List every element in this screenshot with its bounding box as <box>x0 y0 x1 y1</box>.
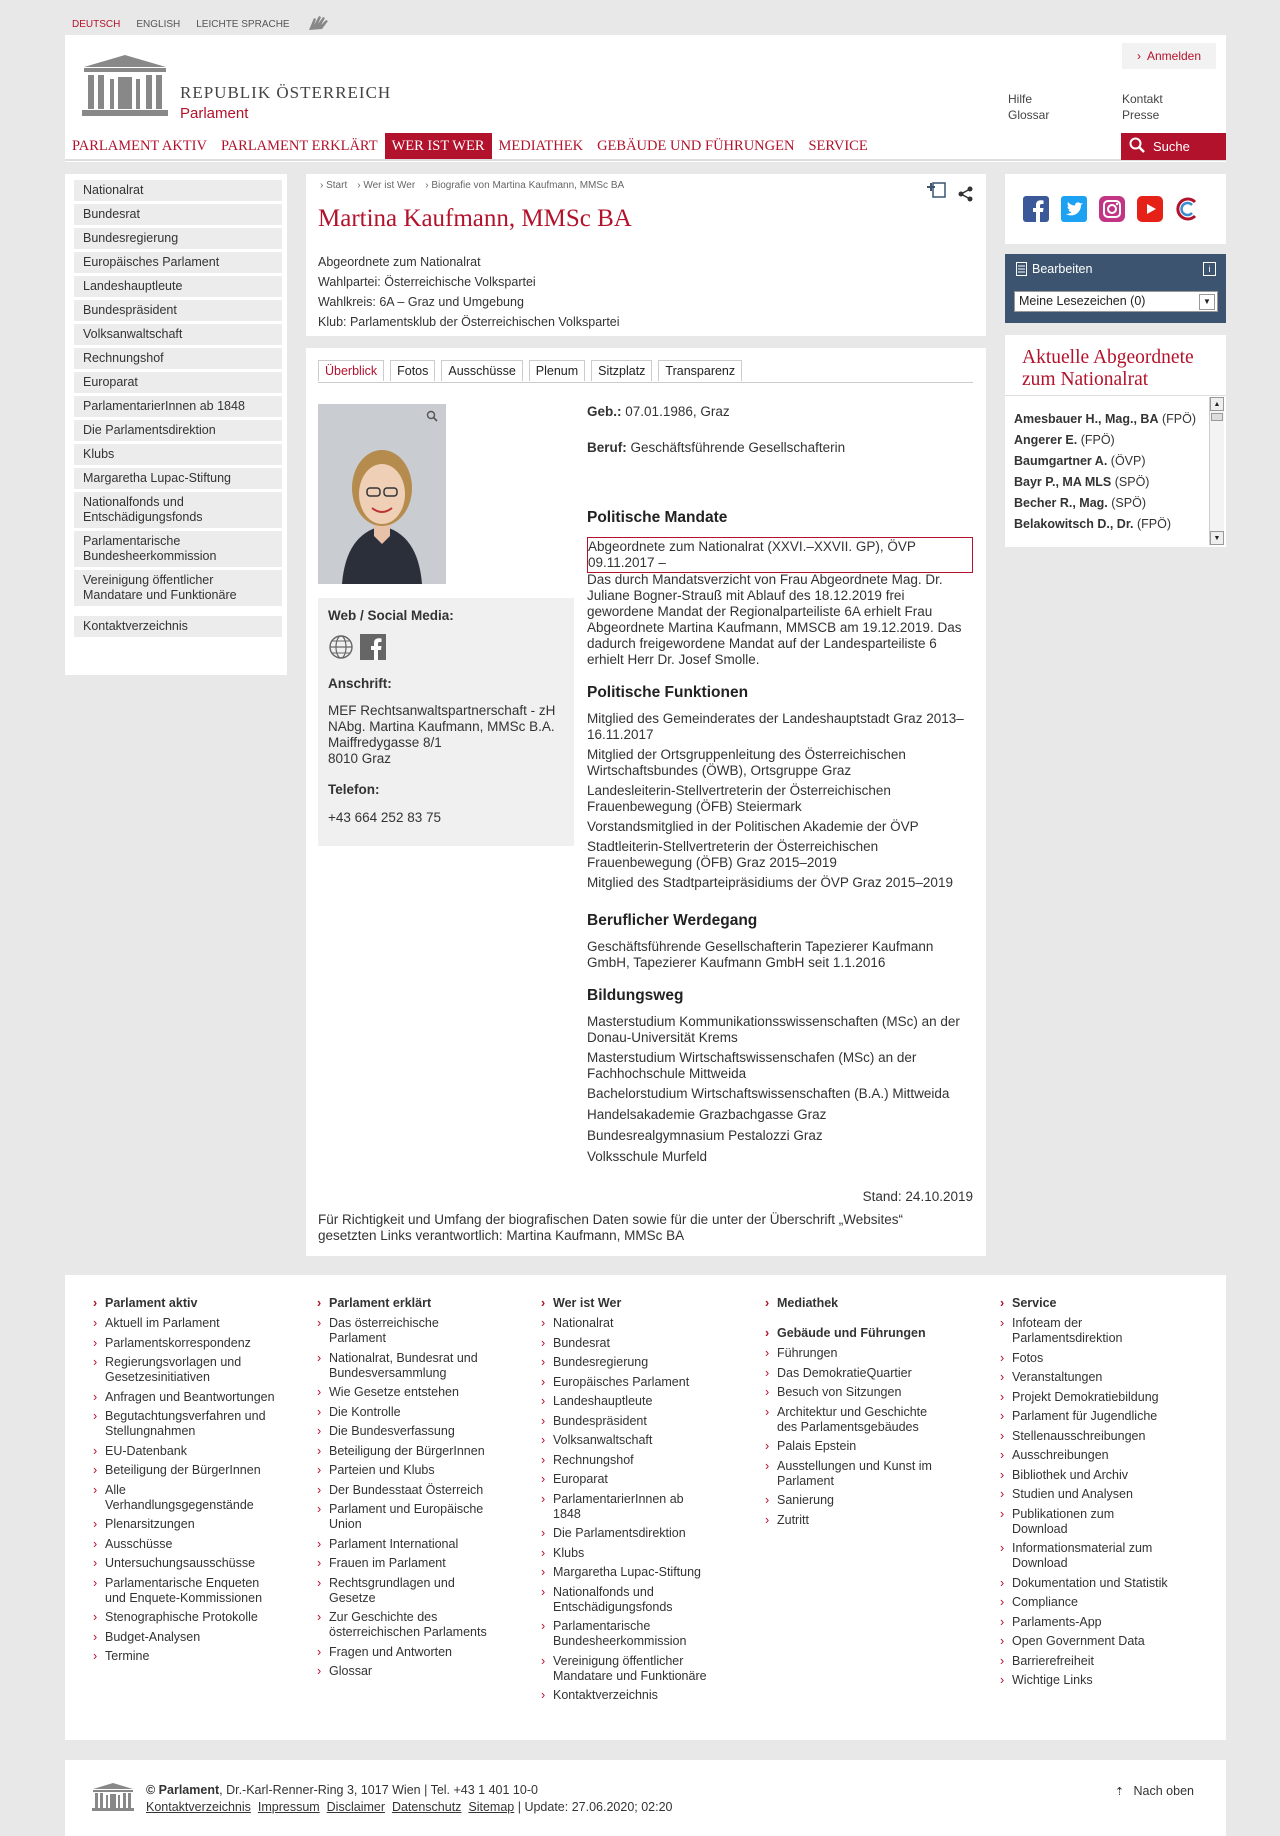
sidebar-item-europarat[interactable]: Europarat <box>74 372 282 393</box>
footer-link[interactable]: › Vereinigung öffentlicher Mandatare und Funktionäre <box>541 1654 716 1684</box>
job-value: Geschäftsführende Gesellschafterin <box>630 440 846 455</box>
nav-parlament-erklaert[interactable]: PARLAMENT ERKLÄRT <box>220 138 378 154</box>
footer-link[interactable]: › Europarat <box>541 1472 716 1487</box>
functions-section <box>587 684 973 702</box>
footer-link[interactable]: › Bibliothek und Archiv <box>1000 1468 1205 1483</box>
breadcrumb-wer-ist-wer[interactable]: › Wer ist Wer <box>357 180 416 191</box>
footer-link[interactable]: › Anfragen und Beantwortungen <box>93 1390 283 1405</box>
tab-fotos[interactable]: Fotos <box>390 360 435 381</box>
sidebar-item-bundesrat[interactable]: Bundesrat <box>74 204 282 225</box>
footer-link[interactable]: › Stellenausschreibungen <box>1000 1429 1205 1444</box>
footer-link[interactable]: › Rechtsgrundlagen und Gesetze <box>317 1576 497 1606</box>
footer-link[interactable]: › Der Bundesstaat Österreich <box>317 1483 497 1498</box>
education-item: Bundesrealgymnasium Pestalozzi Graz <box>587 1128 823 1143</box>
back-to-top-label: Nach oben <box>1133 1784 1194 1798</box>
footer-link[interactable]: › Die Bundesverfassung <box>317 1424 497 1439</box>
tab-plenum[interactable]: Plenum <box>529 360 585 381</box>
sidebar-item-bundesregierung[interactable]: Bundesregierung <box>74 228 282 249</box>
footer-link[interactable]: › Untersuchungsausschüsse <box>93 1556 283 1571</box>
footer-link[interactable]: › Budget-Analysen <box>93 1630 283 1645</box>
copyright: © Parlament <box>146 1783 220 1797</box>
footer-link[interactable]: › Aktuell im Parlament <box>93 1316 283 1331</box>
phone-number[interactable]: +43 664 252 83 75 <box>328 810 441 825</box>
nav-wer-ist-wer[interactable]: WER IST WER <box>385 133 492 159</box>
footer-link[interactable]: › Die Kontrolle <box>317 1405 497 1420</box>
contact-box <box>318 598 574 846</box>
sidebar-item-parlamentarier[interactable]: ParlamentarierInnen ab 1848 <box>74 396 282 417</box>
phone-label: Telefon: <box>328 782 380 797</box>
birth-row <box>587 404 973 420</box>
footer-heading[interactable]: › Service <box>1000 1296 1205 1310</box>
nav-divider <box>65 159 1226 161</box>
breadcrumb-current: › Biografie von Martina Kaufmann, MMSc BA <box>425 180 625 191</box>
sidebar-item-kontaktverzeichnis[interactable]: Kontaktverzeichnis <box>74 616 282 637</box>
footer-col-service <box>1000 1296 1205 1693</box>
footer-link[interactable]: › Die Parlamentsdirektion <box>541 1526 716 1541</box>
breadcrumb <box>320 180 624 191</box>
footer-link[interactable]: › Margaretha Lupac-Stiftung <box>541 1565 716 1580</box>
page-title: Martina Kaufmann, MMSc BA <box>318 205 632 232</box>
footer-heading[interactable]: › Wer ist Wer <box>541 1296 716 1310</box>
functions-list <box>587 711 973 891</box>
footer-link[interactable]: › Compliance <box>1000 1595 1205 1610</box>
document-icon <box>1016 262 1027 279</box>
footer-link[interactable]: › Zur Geschichte des österreichischen Parlaments <box>317 1610 497 1640</box>
address-block <box>328 703 555 767</box>
bookmarks-select[interactable] <box>1014 291 1218 312</box>
link-kontaktverzeichnis[interactable]: Kontaktverzeichnis <box>146 1800 251 1814</box>
util-links-left <box>1008 91 1049 123</box>
facebook-icon[interactable] <box>360 634 386 663</box>
parliament-small-logo-icon[interactable] <box>91 1782 135 1815</box>
contact-link[interactable]: Kontakt <box>1122 92 1163 106</box>
footer-link[interactable]: › Beteiligung der BürgerInnen <box>317 1444 497 1459</box>
footer-link[interactable]: › Projekt Demokratiebildung <box>1000 1390 1205 1405</box>
members-list <box>1014 412 1204 545</box>
glossary-link[interactable]: Glossar <box>1008 108 1050 122</box>
footer-link[interactable]: › Parteien und Klubs <box>317 1463 497 1478</box>
nav-parlament-aktiv[interactable]: PARLAMENT AKTIV <box>72 138 207 154</box>
birth-label: Geb.: <box>587 404 622 419</box>
social-media-panel <box>1005 174 1226 244</box>
disclaimer <box>318 1212 958 1244</box>
footer-link[interactable]: › Parlaments-App <box>1000 1615 1205 1630</box>
breadcrumb-start[interactable]: › Start <box>320 180 348 191</box>
footer-link[interactable]: › Parlamentarische Bundesheerkommission <box>541 1619 716 1649</box>
education-heading: Bildungsweg <box>587 987 684 1004</box>
footer-link[interactable]: › Beteiligung der BürgerInnen <box>93 1463 283 1478</box>
member-link[interactable]: Belakowitsch D., Dr. (FPÖ) <box>1014 517 1171 531</box>
tab-ueberblick[interactable]: Überblick <box>318 360 384 381</box>
search-button[interactable] <box>1121 133 1226 160</box>
address-line: MEF Rechtsanwaltspartnerschaft - zH <box>328 703 556 718</box>
footer-link[interactable]: › Zutritt <box>765 1513 940 1528</box>
disclaimer-text: Für Richtigkeit und Umfang der biografischen Daten sowie für die unter der Überschrift „Websites“ gesetzten Links verantwortlich: Martina Kaufmann, MMSc BA <box>318 1212 904 1243</box>
footer-link[interactable]: › Nationalrat <box>541 1316 716 1331</box>
sidebar-item-volksanwaltschaft[interactable]: Volksanwaltschaft <box>74 324 282 345</box>
imprint-text <box>146 1782 673 1816</box>
bookmarks-select-value: Meine Lesezeichen (0) <box>1019 294 1146 308</box>
sidebar-item-vereinigung[interactable]: Vereinigung öffentlicher Mandatare und Funktionäre <box>74 570 282 606</box>
person-district: Wahlkreis: 6A – Graz und Umgebung <box>318 295 524 309</box>
footer-link[interactable]: › Das österreichische Parlament <box>317 1316 497 1346</box>
footer-link[interactable]: › Architektur und Geschichte des Parlamentsgebäudes <box>765 1405 940 1435</box>
footer-link[interactable]: › Ausstellungen und Kunst im Parlament <box>765 1459 940 1489</box>
podcast-icon[interactable] <box>1175 196 1201 225</box>
footer-heading[interactable]: › Gebäude und Führungen <box>765 1326 940 1340</box>
person-role: Abgeordnete zum Nationalrat <box>318 255 481 269</box>
sidebar-item-landeshauptleute[interactable]: Landeshauptleute <box>74 276 282 297</box>
footer-link[interactable]: › Regierungsvorlagen und Gesetzesinitiativen <box>93 1355 283 1385</box>
functions-heading: Politische Funktionen <box>587 684 749 701</box>
scroll-thumb[interactable] <box>1211 413 1223 421</box>
footer-link[interactable]: › Fotos <box>1000 1351 1205 1366</box>
update-date: | Update: 27.06.2020; 02:20 <box>517 1800 673 1814</box>
footer-link[interactable]: › Frauen im Parlament <box>317 1556 497 1571</box>
press-link[interactable]: Presse <box>1122 108 1160 122</box>
address-line: 8010 Graz <box>328 751 392 766</box>
footer-link[interactable]: › Bundespräsident <box>541 1414 716 1429</box>
sidebar-item-nationalrat[interactable]: Nationalrat <box>74 180 282 201</box>
education-item: Handelsakademie Grazbachgasse Graz <box>587 1107 827 1122</box>
lang-english[interactable]: ENGLISH <box>136 19 181 30</box>
main-nav <box>65 133 875 159</box>
current-members-panel <box>1005 335 1226 547</box>
career-section <box>587 912 973 930</box>
function-item: Mitglied des Gemeinderates der Landeshauptstadt Graz 2013–16.11.2017 <box>587 711 964 742</box>
sidebar-item-parlamentsdirektion[interactable]: Die Parlamentsdirektion <box>74 420 282 441</box>
address-line: NAbg. Martina Kaufmann, MMSc B.A. <box>328 719 555 734</box>
mandate-main-text: Abgeordnete zum Nationalrat (XXVI.–XXVII. GP), ÖVP 09.11.2017 – <box>588 539 916 570</box>
footer-link[interactable]: › Besuch von Sitzungen <box>765 1385 940 1400</box>
footer-link[interactable]: › Stenographische Protokolle <box>93 1610 283 1625</box>
career-list <box>587 939 973 971</box>
footer-link[interactable]: › Wie Gesetze entstehen <box>317 1385 497 1400</box>
footer-link[interactable]: › Parlament für Jugendliche <box>1000 1409 1205 1424</box>
language-bar <box>72 14 332 35</box>
member-link[interactable]: Baumgartner A. (ÖVP) <box>1014 454 1146 468</box>
footer-col-parlament-aktiv <box>93 1296 283 1669</box>
footer-link[interactable]: › Das DemokratieQuartier <box>765 1366 940 1381</box>
footer-link[interactable]: › Ausschreibungen <box>1000 1448 1205 1463</box>
footer-link[interactable]: › Fragen und Antworten <box>317 1645 497 1660</box>
job-row <box>587 440 973 456</box>
sidebar-item-lupac[interactable]: Margaretha Lupac-Stiftung <box>74 468 282 489</box>
footer-link[interactable]: › Nationalfonds und Entschädigungsfonds <box>541 1585 716 1615</box>
lang-leichte-sprache[interactable]: LEICHTE SPRACHE <box>196 19 290 30</box>
footer-heading[interactable]: › Parlament aktiv <box>93 1296 283 1310</box>
zoom-icon[interactable] <box>426 410 438 425</box>
facebook-icon[interactable] <box>1023 196 1049 225</box>
mandate-note-text: Das durch Mandatsverzicht von Frau Abgeordnete Mag. Dr. Juliane Bogner-Strauß mit Ablauf des 18.12.2019 frei gewordene Mandat der Regionalparteiliste 6A erhielt Frau Abgeordnete Martina Kaufmann, MMSCB am 19.12.2019. Das dadurch freigewordene Mandat auf der Landesparteiliste 6 erhielt Herr Dr. Josef Smolle. <box>587 572 962 667</box>
footer-link[interactable]: › Begutachtungsverfahren und Stellungnahmen <box>93 1409 283 1439</box>
function-item: Mitglied des Stadtparteipräsidiums der ÖVP Graz 2015–2019 <box>587 875 953 890</box>
footer-link[interactable]: › Nationalrat, Bundesrat und Bundesversammlung <box>317 1351 497 1381</box>
footer-link[interactable]: › EU-Datenbank <box>93 1444 283 1459</box>
function-item: Landesleiterin-Stellvertreterin der Österreichischen Frauenbewegung (ÖFB) Steiermark <box>587 783 891 814</box>
footer-link[interactable]: › Bundesregierung <box>541 1355 716 1370</box>
function-item: Stadtleiterin-Stellvertreterin der Österreichischen Frauenbewegung (ÖFB) Graz 2015–2019 <box>587 839 879 870</box>
footer-link[interactable]: › Bundesrat <box>541 1336 716 1351</box>
footer-heading[interactable]: › Mediathek <box>765 1296 940 1310</box>
footer-col-parlament-erklaert <box>317 1296 497 1684</box>
footer-link[interactable]: › Veranstaltungen <box>1000 1370 1205 1385</box>
footer-link[interactable]: › Palais Epstein <box>765 1439 940 1454</box>
bookmark-add-icon[interactable] <box>927 180 947 201</box>
tab-ausschuesse[interactable]: Ausschüsse <box>441 360 522 381</box>
footer-link[interactable]: › Publikationen zum Download <box>1000 1507 1142 1537</box>
footer-link[interactable]: › Informationsmaterial zum Download <box>1000 1541 1162 1571</box>
address-line: Maiffredygasse 8/1 <box>328 735 442 750</box>
footer-link[interactable]: › ParlamentarierInnen ab 1848 <box>541 1492 693 1522</box>
lang-deutsch[interactable]: DEUTSCH <box>72 19 121 30</box>
footer-col-wer-ist-wer <box>541 1296 716 1708</box>
footer-link[interactable]: › Open Government Data <box>1000 1634 1205 1649</box>
share-icon[interactable] <box>958 186 974 205</box>
footer-link[interactable]: › Parlament und Europäische Union <box>317 1502 497 1532</box>
footer-col-mediathek <box>765 1296 940 1532</box>
instagram-icon[interactable] <box>1099 196 1125 225</box>
info-icon[interactable]: i <box>1203 262 1216 276</box>
tab-transparenz[interactable]: Transparenz <box>658 360 742 381</box>
portrait-photo[interactable] <box>318 404 446 584</box>
education-item: Masterstudium Wirtschaftswissenschafen (MSc) an der Fachhochschule Mittweida <box>587 1050 917 1081</box>
tabs-divider <box>318 382 973 383</box>
sidebar-item-bundespraesident[interactable]: Bundespräsident <box>74 300 282 321</box>
career-item: Geschäftsführende Gesellschafterin Tapezierer Kaufmann GmbH, Tapezierer Kaufmann GmbH seit 1.1.2016 <box>587 939 934 970</box>
footer-link[interactable]: › Europäisches Parlament <box>541 1375 716 1390</box>
footer-link[interactable]: › Alle Verhandlungsgegenstände <box>93 1483 255 1513</box>
chevron-right-icon: › <box>1136 49 1141 63</box>
parliament-logo-icon[interactable] <box>80 53 170 117</box>
footer-link[interactable]: › Infoteam der Parlamentsdirektion <box>1000 1316 1152 1346</box>
footer-link[interactable]: › Volksanwaltschaft <box>541 1433 716 1448</box>
web-social-label: Web / Social Media: <box>328 608 454 623</box>
chevron-down-icon: ▼ <box>1199 294 1215 310</box>
youtube-icon[interactable] <box>1137 196 1163 225</box>
scroll-down-icon[interactable]: ▼ <box>1210 531 1224 545</box>
link-disclaimer[interactable]: Disclaimer <box>326 1800 385 1814</box>
education-section <box>587 987 973 1005</box>
footer-link[interactable]: › Termine <box>93 1649 283 1664</box>
tab-sitzplatz[interactable]: Sitzplatz <box>591 360 652 381</box>
person-party: Wahlpartei: Österreichische Volkspartei <box>318 275 536 289</box>
logo-line-1: REPUBLIK ÖSTERREICH <box>180 83 392 102</box>
footer-link[interactable]: › Wichtige Links <box>1000 1673 1205 1688</box>
link-impressum[interactable]: Impressum <box>257 1800 320 1814</box>
sidebar-item-bundesheerkommission[interactable]: Parlamentarische Bundesheerkommission <box>74 531 282 567</box>
link-datenschutz[interactable]: Datenschutz <box>391 1800 462 1814</box>
sidebar <box>65 174 287 675</box>
mandates-section <box>587 509 973 527</box>
profile-tabs <box>318 360 742 381</box>
edit-label[interactable]: Bearbeiten <box>1032 262 1093 276</box>
sign-language-icon[interactable] <box>306 14 332 35</box>
twitter-icon[interactable] <box>1061 196 1087 225</box>
education-item: Volksschule Murfeld <box>587 1149 708 1164</box>
site-header <box>65 35 1226 162</box>
member-link[interactable]: Amesbauer H., Mag., BA (FPÖ) <box>1014 412 1196 426</box>
footer-link[interactable]: › Landeshauptleute <box>541 1394 716 1409</box>
mandates-heading: Politische Mandate <box>587 509 728 526</box>
stand-text: Stand: 24.10.2019 <box>862 1189 973 1204</box>
footer-link[interactable]: › Studien und Analysen <box>1000 1487 1205 1502</box>
search-label: Suche <box>1153 139 1190 154</box>
members-scrollbar[interactable] <box>1209 397 1224 545</box>
search-icon <box>1129 137 1145 156</box>
footer-link[interactable]: › Plenarsitzungen <box>93 1517 283 1532</box>
nav-service[interactable]: SERVICE <box>808 138 868 154</box>
address-label: Anschrift: <box>328 676 392 691</box>
member-link[interactable]: Angerer E. (FPÖ) <box>1014 433 1115 447</box>
util-links-right <box>1122 91 1163 123</box>
help-link[interactable]: Hilfe <box>1008 92 1033 106</box>
arrow-up-icon: ⇡ <box>1114 1786 1125 1798</box>
site-footer <box>65 1275 1226 1740</box>
sidebar-item-eu-parlament[interactable]: Europäisches Parlament <box>74 252 282 273</box>
function-item: Vorstandsmitglied in der Politischen Akademie der ÖVP <box>587 819 919 834</box>
footer-link[interactable]: › Rechnungshof <box>541 1453 716 1468</box>
footer-link[interactable]: › Parlamentskorrespondenz <box>93 1336 283 1351</box>
education-item: Bachelorstudium Wirtschaftswissenschaften (B.A.) Mittweida <box>587 1086 950 1101</box>
footer-link[interactable]: › Sanierung <box>765 1493 940 1508</box>
person-club: Klub: Parlamentsklub der Österreichischen Volkspartei <box>318 315 620 329</box>
footer-link[interactable]: › Parlamentarische Enqueten und Enquete-Kommissionen <box>93 1576 283 1606</box>
nav-mediathek[interactable]: MEDIATHEK <box>498 138 584 154</box>
website-globe-icon[interactable] <box>328 634 354 663</box>
footer-link[interactable]: › Glossar <box>317 1664 497 1679</box>
stand-date <box>587 1189 973 1205</box>
login-button[interactable] <box>1122 43 1216 69</box>
footer-link[interactable]: › Parlament International <box>317 1537 497 1552</box>
bottom-bar <box>65 1760 1226 1836</box>
sidebar-item-nationalfonds[interactable]: Nationalfonds und Entschädigungsfonds <box>74 492 282 528</box>
footer-link[interactable]: › Klubs <box>541 1546 716 1561</box>
member-link[interactable]: Bayr P., MA MLS (SPÖ) <box>1014 475 1150 489</box>
mandate-note <box>587 572 972 668</box>
footer-link[interactable]: › Führungen <box>765 1346 940 1361</box>
education-list <box>587 1014 973 1165</box>
job-label: Beruf: <box>587 440 627 455</box>
education-item: Masterstudium Kommunikationsswissenschaften (MSc) an der Donau-Universität Krems <box>587 1014 960 1045</box>
mandate-main <box>588 539 968 571</box>
org-address: , Dr.-Karl-Renner-Ring 3, 1017 Wien | Tel. +43 1 401 10-0 <box>219 1783 538 1797</box>
edit-panel <box>1005 254 1226 323</box>
footer-link[interactable]: › Kontaktverzeichnis <box>541 1688 716 1703</box>
sidebar-item-klubs[interactable]: Klubs <box>74 444 282 465</box>
back-to-top-button[interactable] <box>1115 1784 1194 1798</box>
footer-link[interactable]: › Barrierefreiheit <box>1000 1654 1205 1669</box>
sidebar-item-rechnungshof[interactable]: Rechnungshof <box>74 348 282 369</box>
link-sitemap[interactable]: Sitemap <box>468 1800 515 1814</box>
footer-link[interactable]: › Ausschüsse <box>93 1537 283 1552</box>
footer-link[interactable]: › Dokumentation und Statistik <box>1000 1576 1205 1591</box>
scroll-up-icon[interactable]: ▲ <box>1210 397 1224 411</box>
logo-text[interactable] <box>180 83 391 122</box>
nav-gebaeude[interactable]: GEBÄUDE UND FÜHRUNGEN <box>597 138 795 154</box>
title-divider <box>1005 395 1226 396</box>
logo-line-2: Parlament <box>180 105 249 122</box>
person-summary <box>318 252 620 332</box>
member-link[interactable]: Becher R., Mag. (SPÖ) <box>1014 496 1146 510</box>
login-label: Anmelden <box>1146 49 1202 63</box>
current-members-title: Aktuelle Abgeordnete zum Nationalrat <box>1022 347 1194 390</box>
career-heading: Beruflicher Werdegang <box>587 912 758 929</box>
function-item: Mitglied der Ortsgruppenleitung des Österreichischen Wirtschaftsbundes (ÖWB), Ortsgruppe Graz <box>587 747 906 778</box>
footer-heading[interactable]: › Parlament erklärt <box>317 1296 497 1310</box>
birth-value: 07.01.1986, Graz <box>625 404 730 419</box>
